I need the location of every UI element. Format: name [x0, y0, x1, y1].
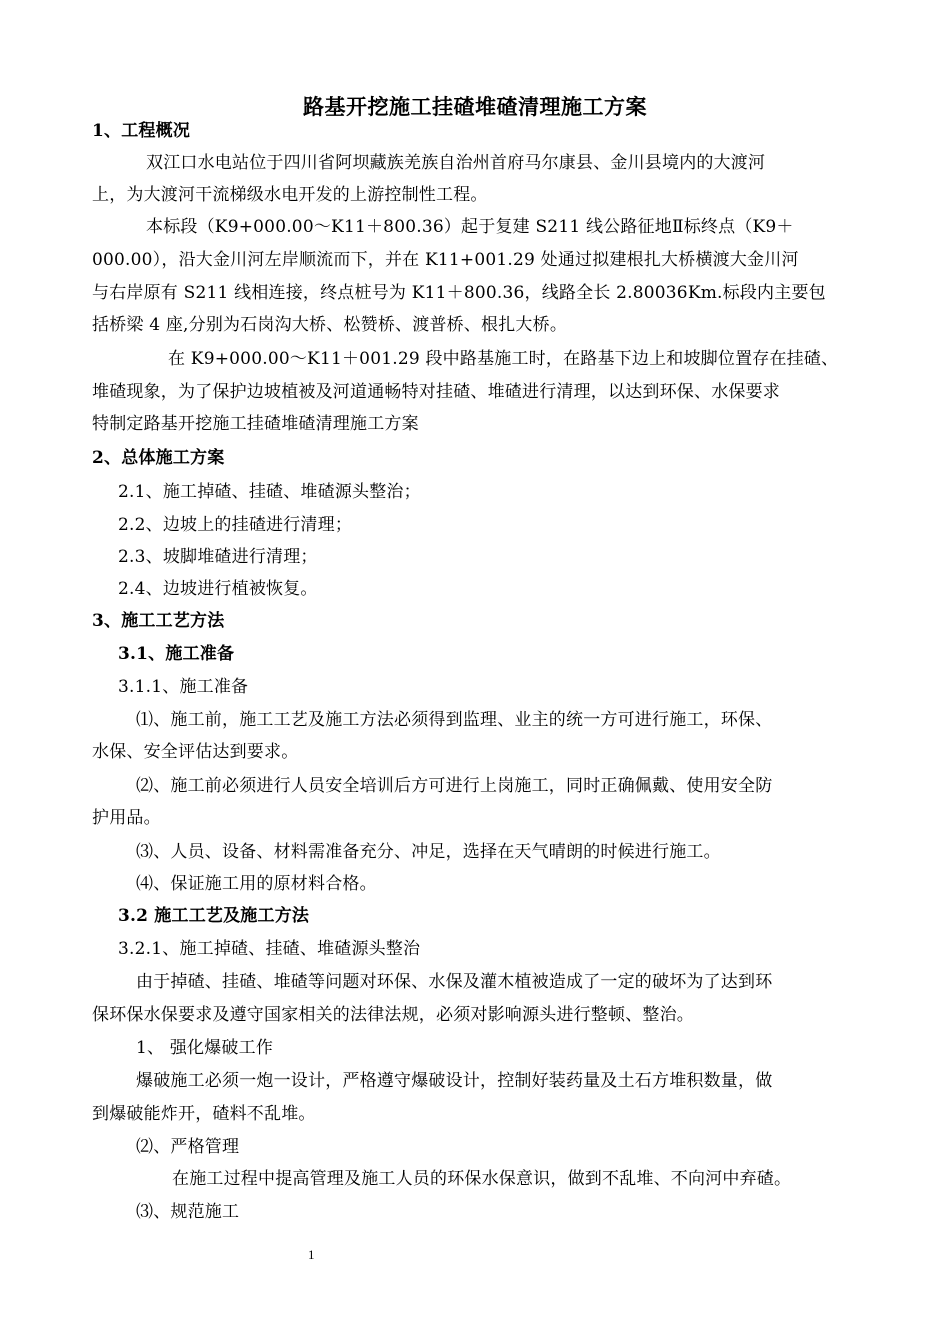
paragraph-line: 由于掉碴、挂碴、堆碴等问题对环保、水保及灌木植被造成了一定的破坏为了达到环 — [136, 972, 773, 992]
list-item: 1、 强化爆破工作 — [136, 1038, 274, 1058]
list-item: ⑶、规范施工 — [136, 1202, 240, 1222]
paragraph-line: 水保、安全评估达到要求。 — [92, 742, 299, 762]
subsubheading-preparation: 3.1.1、施工准备 — [118, 677, 249, 697]
paragraph-line: 双江口水电站位于四川省阿坝藏族羌族自治州首府马尔康县、金川县境内的大渡河 — [146, 153, 766, 173]
paragraph-line: 与右岸原有 S211 线相连接，终点桩号为 K11＋800.36，线路全长 2.80036Km.标段内主要包 — [92, 283, 826, 303]
paragraph-line: 括桥梁 4 座,分别为石岗沟大桥、松赞桥、渡普桥、根扎大桥。 — [92, 315, 568, 335]
paragraph-line: 爆破施工必须一炮一设计，严格遵守爆破设计，控制好装药量及土石方堆积数量，做 — [136, 1071, 773, 1091]
list-item: 2.1、施工掉碴、挂碴、堆碴源头整治； — [118, 482, 421, 502]
paragraph-line: 在施工过程中提高管理及施工人员的环保水保意识，做到不乱堆、不向河中弃碴。 — [172, 1169, 792, 1189]
paragraph-line: ⑵、施工前必须进行人员安全培训后方可进行上岗施工，同时正确佩戴、使用安全防 — [136, 776, 773, 796]
list-item: 2.2、边坡上的挂碴进行清理； — [118, 515, 353, 535]
heading-construction-method: 3、施工工艺方法 — [92, 611, 225, 631]
paragraph-line: 本标段（K9+000.00～K11＋800.36）起于复建 S211 线公路征地Ⅱ标终点（K9＋ — [146, 217, 794, 237]
page-number: 1 — [308, 1247, 315, 1262]
heading-overall-plan: 2、总体施工方案 — [92, 448, 225, 468]
document-title: 路基开挖施工挂碴堆碴清理施工方案 — [303, 94, 647, 119]
paragraph-line: 特制定路基开挖施工挂碴堆碴清理施工方案 — [92, 414, 419, 434]
paragraph-line: 上，为大渡河干流梯级水电开发的上游控制性工程。 — [92, 185, 488, 205]
list-item: 2.4、边坡进行植被恢复。 — [118, 579, 318, 599]
paragraph-line: 在 K9+000.00～K11＋001.29 段中路基施工时，在路基下边上和坡脚位置存在挂碴、 — [168, 349, 839, 369]
paragraph-line: ⑷、保证施工用的原材料合格。 — [136, 874, 377, 894]
paragraph-line: 护用品。 — [92, 808, 161, 828]
subheading-process-method: 3.2 施工工艺及施工方法 — [118, 906, 310, 926]
paragraph-line: 到爆破能炸开，碴料不乱堆。 — [92, 1104, 316, 1124]
paragraph-line: ⑶、人员、设备、材料需准备充分、冲足，选择在天气晴朗的时候进行施工。 — [136, 842, 721, 862]
paragraph-line: 堆碴现象，为了保护边坡植被及河道通畅特对挂碴、堆碴进行清理，以达到环保、水保要求 — [92, 382, 780, 402]
paragraph-line: 000.00），沿大金川河左岸顺流而下，并在 K11+001.29 处通过拟建根扎大桥横渡大金川河 — [92, 250, 799, 270]
list-item: ⑵、严格管理 — [136, 1137, 240, 1157]
subheading-preparation: 3.1、施工准备 — [118, 644, 235, 664]
list-item: 2.3、坡脚堆碴进行清理； — [118, 547, 318, 567]
paragraph-line: 保环保水保要求及遵守国家相关的法律法规，必须对影响源头进行整顿、整治。 — [92, 1005, 694, 1025]
heading-project-overview: 1、工程概况 — [92, 121, 191, 141]
paragraph-line: ⑴、施工前，施工工艺及施工方法必须得到监理、业主的统一方可进行施工，环保、 — [136, 710, 773, 730]
subsubheading-source-control: 3.2.1、施工掉碴、挂碴、堆碴源头整治 — [118, 939, 421, 959]
